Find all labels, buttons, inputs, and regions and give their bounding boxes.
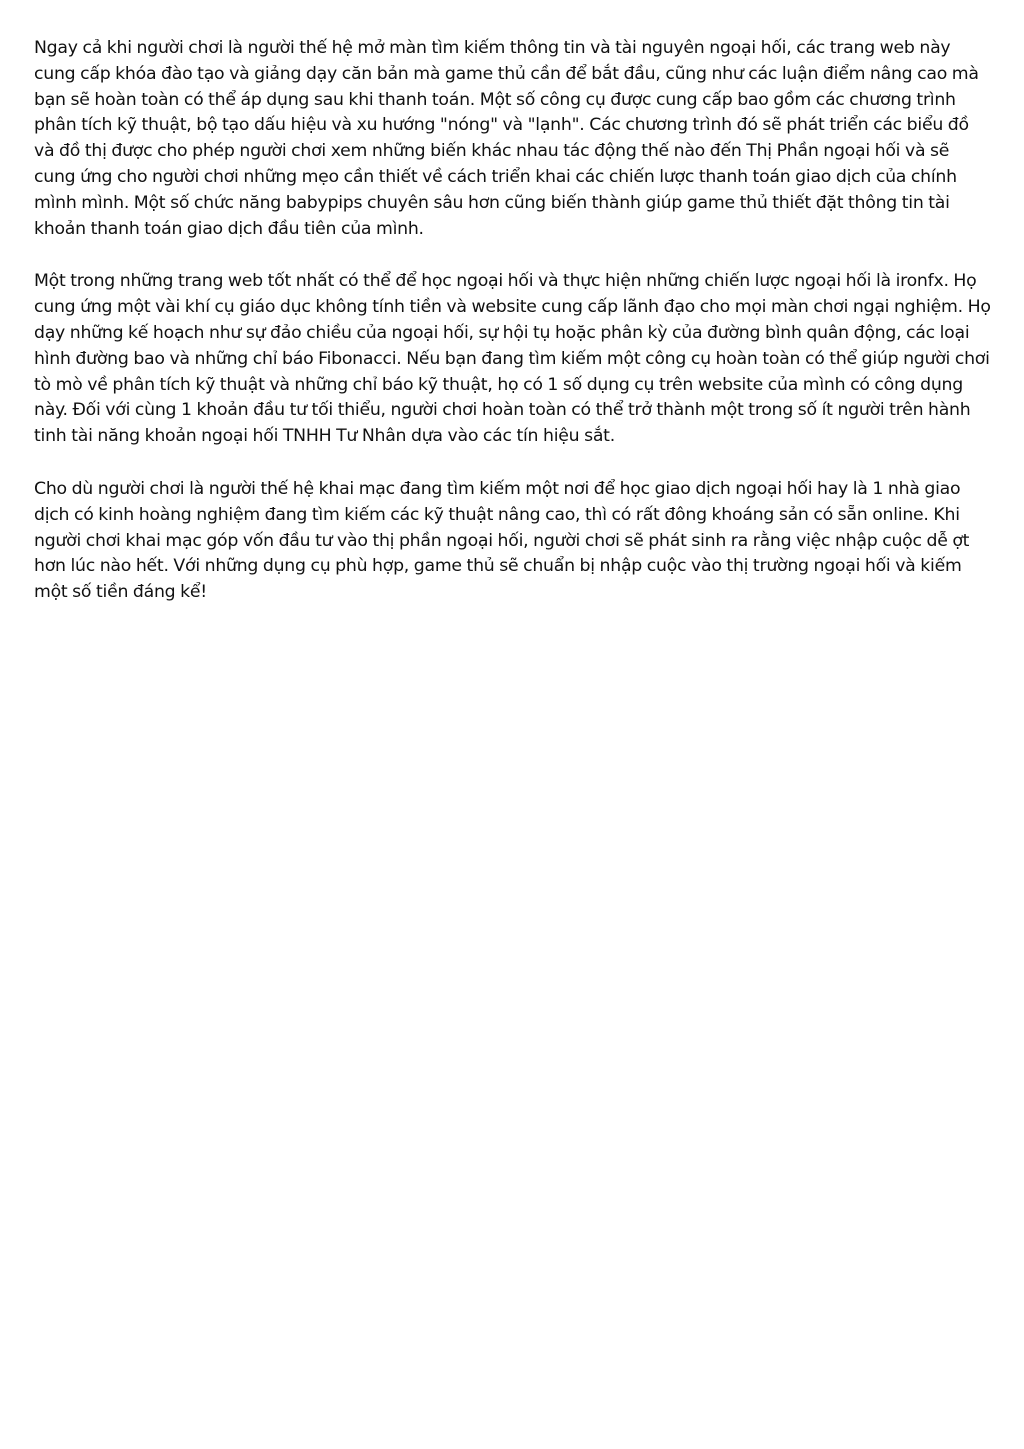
document-page bbox=[34, 36, 992, 633]
paragraph-3: Cho dù người chơi là người thế hệ khai mạc đang tìm kiếm một nơi để học giao dịch ngoại hối hay là 1 nhà giao dịch có kinh hoàng nghiệm đang tìm kiếm các kỹ thuật nâng cao, thì có rất đông khoáng sản có sẵn online. Khi người chơi khai mạc góp vốn đầu tư vào thị phần ngoại hối, người chơi sẽ phát sinh ra rằng việc nhập cuộc dễ ợt hơn lúc nào hết. Với những dụng cụ phù hợp, game thủ sẽ chuẩn bị nhập cuộc vào thị trường ngoại hối và kiếm một số tiền đáng kể! bbox=[34, 478, 970, 603]
paragraph-1: Ngay cả khi người chơi là người thế hệ mở màn tìm kiếm thông tin và tài nguyên ngoại hối, các trang web này cung cấp khóa đào tạo và giảng dạy căn bản mà game thủ cần để bắt đầu, cũng như các luận điểm nâng cao mà bạn sẽ hoàn toàn có thể áp dụng sau khi thanh toán. Một số công cụ được cung cấp bao gồm các chương trình phân tích kỹ thuật, bộ tạo dấu hiệu và xu hướng "nóng" và "lạnh". Các chương trình đó sẽ phát triển các biểu đồ và đồ thị được cho phép người chơi xem những biến khác nhau tác động thế nào đến Thị Phần ngoại hối và sẽ cung ứng cho người chơi những mẹo cần thiết về cách triển khai các chiến lược thanh toán giao dịch của chính mình mình. Một số chức năng babypips chuyên sâu hơn cũng biến thành giúp game thủ thiết đặt thông tin tài khoản thanh toán giao dịch đầu tiên của mình. bbox=[34, 38, 979, 239]
paragraph-2: Một trong những trang web tốt nhất có thể để học ngoại hối và thực hiện những chiến lược ngoại hối là ironfx. Họ cung ứng một vài khí cụ giáo dục không tính tiền và website cung cấp lãnh đạo cho mọi màn chơi ngại nghiệm. Họ dạy những kế hoạch như sự đảo chiều của ngoại hối, sự hội tụ hoặc phân kỳ của đường bình quân động, các loại hình đường bao và những chỉ báo Fibonacci. Nếu bạn đang tìm kiếm một công cụ hoàn toàn có thể giúp người chơi tò mò về phân tích kỹ thuật và những chỉ báo kỹ thuật, họ có 1 số dụng cụ trên website của mình có công dụng này. Đối với cùng 1 khoản đầu tư tối thiểu, người chơi hoàn toàn có thể trở thành một trong số ít người trên hành tinh tài năng khoản ngoại hối TNHH Tư Nhân dựa vào các tín hiệu sắt. bbox=[34, 271, 991, 447]
